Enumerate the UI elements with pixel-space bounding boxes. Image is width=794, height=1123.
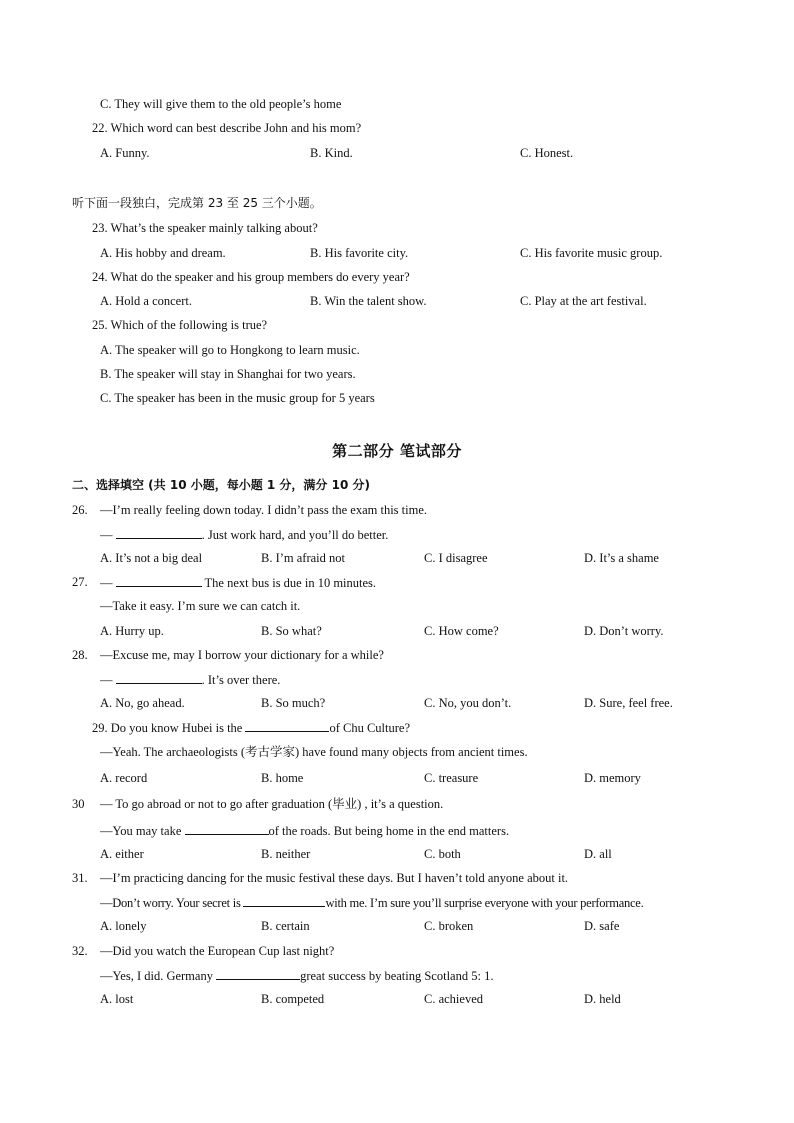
q22-option-c: C. Honest. (520, 146, 574, 160)
q29-option-b: B. home (261, 771, 304, 785)
q30-option-b: B. neither (261, 847, 311, 861)
q25-stem: 25. Which of the following is true? (92, 318, 268, 332)
q31-number: 31. (72, 871, 88, 885)
answer-blank[interactable] (245, 719, 329, 732)
q22-option-b: B. Kind. (310, 146, 353, 160)
answer-blank[interactable] (243, 894, 325, 907)
q24-option-c: C. Play at the art festival. (520, 294, 647, 308)
q31-option-a: A. lonely (100, 919, 147, 933)
q21-option-c: C. They will give them to the old people’s home (100, 97, 342, 111)
q28-line2: — . It’s over there. (100, 673, 281, 687)
q23-option-a: A. His hobby and dream. (100, 246, 226, 260)
q28-option-b: B. So much? (261, 696, 326, 710)
q26-option-d: D. It’s a shame (584, 551, 659, 565)
answer-blank[interactable] (116, 526, 202, 539)
q27-line1: — The next bus is due in 10 minutes. (100, 576, 377, 590)
answer-blank[interactable] (116, 574, 202, 587)
q28-line1: —Excuse me, may I borrow your dictionary for a while? (100, 648, 384, 662)
q31-option-c: C. broken (424, 919, 474, 933)
q25-option-b: B. The speaker will stay in Shanghai for two years. (100, 367, 356, 381)
q32-line1: —Did you watch the European Cup last night? (100, 944, 335, 958)
q22-stem: 22. Which word can best describe John and his mom? (92, 121, 362, 135)
q30-option-c: C. both (424, 847, 461, 861)
q29-line2: —Yeah. The archaeologists (考古学家) have found many objects from ancient times. (100, 745, 528, 759)
q27-option-a: A. Hurry up. (100, 624, 164, 638)
q32-option-a: A. lost (100, 992, 134, 1006)
q32-option-b: B. competed (261, 992, 325, 1006)
q31-line1: —I’m practicing dancing for the music festival these days. But I haven’t told anyone about it. (100, 871, 569, 885)
q30-option-a: A. either (100, 847, 144, 861)
q26-option-c: C. I disagree (424, 551, 488, 565)
q32-option-d: D. held (584, 992, 621, 1006)
q29-option-a: A. record (100, 771, 148, 785)
q27-number: 27. (72, 575, 88, 589)
q26-number: 26. (72, 503, 88, 517)
section-title: 二、选择填空 (共 10 小题，每小题 1 分，满分 10 分) (72, 478, 370, 492)
monologue-instruction: 听下面一段独白，完成第 23 至 25 三个小题。 (72, 196, 322, 210)
q28-option-a: A. No, go ahead. (100, 696, 185, 710)
q31-option-d: D. safe (584, 919, 620, 933)
q25-option-c: C. The speaker has been in the music group for 5 years (100, 391, 375, 405)
q30-line1: — To go abroad or not to go after graduation (毕业) , it’s a question. (100, 797, 444, 811)
q23-stem: 23. What’s the speaker mainly talking about? (92, 221, 318, 235)
q30-number: 30 (72, 797, 85, 811)
q27-option-b: B. So what? (261, 624, 322, 638)
q29-option-c: C. treasure (424, 771, 479, 785)
q30-option-d: D. all (584, 847, 612, 861)
q31-option-b: B. certain (261, 919, 310, 933)
q27-option-c: C. How come? (424, 624, 499, 638)
q27-option-d: D. Don’t worry. (584, 624, 664, 638)
q32-option-c: C. achieved (424, 992, 484, 1006)
answer-blank[interactable] (216, 967, 300, 980)
answer-blank[interactable] (116, 671, 202, 684)
q26-option-a: A. It’s not a big deal (100, 551, 203, 565)
q27-line2: —Take it easy. I’m sure we can catch it. (100, 599, 301, 613)
q26-line2: — . Just work hard, and you’ll do better. (100, 528, 389, 542)
q29-option-d: D. memory (584, 771, 641, 785)
q32-line2: —Yes, I did. Germany great success by beating Scotland 5: 1. (100, 969, 494, 983)
answer-blank[interactable] (185, 822, 269, 835)
q29-line1: 29. Do you know Hubei is the of Chu Culture? (92, 721, 411, 735)
q28-option-c: C. No, you don’t. (424, 696, 512, 710)
q28-option-d: D. Sure, feel free. (584, 696, 673, 710)
q23-option-b: B. His favorite city. (310, 246, 409, 260)
q31-line2: —Don’t worry. Your secret is with me. I’m sure you’ll surprise everyone with your performance. (100, 896, 644, 910)
part2-title: 第二部分 笔试部分 (332, 442, 462, 460)
q28-number: 28. (72, 648, 88, 662)
q32-number: 32. (72, 944, 88, 958)
q24-option-a: A. Hold a concert. (100, 294, 192, 308)
q24-stem: 24. What do the speaker and his group members do every year? (92, 270, 410, 284)
q30-line2: —You may take of the roads. But being home in the end matters. (100, 824, 510, 838)
q24-option-b: B. Win the talent show. (310, 294, 427, 308)
q22-option-a: A. Funny. (100, 146, 150, 160)
q26-option-b: B. I’m afraid not (261, 551, 346, 565)
q25-option-a: A. The speaker will go to Hongkong to learn music. (100, 343, 360, 357)
q26-line1: —I’m really feeling down today. I didn’t pass the exam this time. (100, 503, 428, 517)
q23-option-c: C. His favorite music group. (520, 246, 663, 260)
